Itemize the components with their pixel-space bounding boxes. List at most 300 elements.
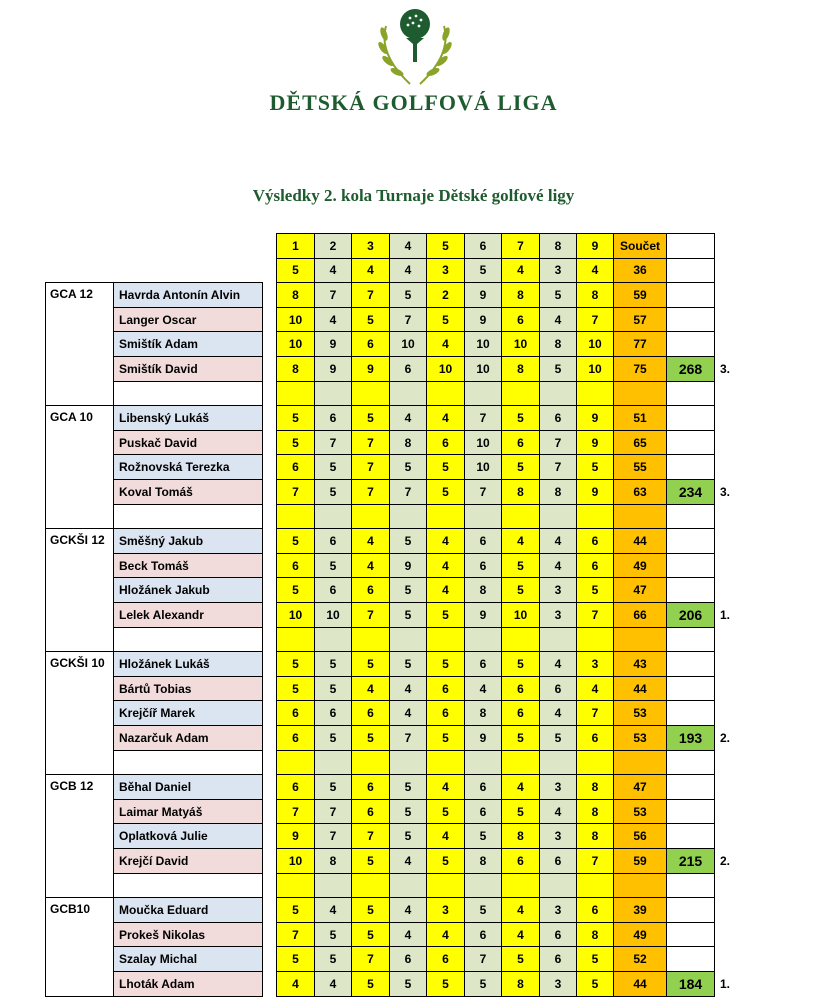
spacer-cell bbox=[539, 750, 577, 776]
player-score-hole-3: 4 bbox=[351, 528, 390, 554]
player-score-hole-5: 3 bbox=[426, 897, 465, 923]
player-score-hole-1: 5 bbox=[276, 946, 315, 972]
player-score-hole-2: 5 bbox=[314, 922, 352, 948]
player-score-hole-7: 6 bbox=[501, 430, 540, 456]
par-hole-9: 4 bbox=[576, 258, 614, 284]
player-score-hole-7: 5 bbox=[501, 799, 540, 825]
par-hole-1: 5 bbox=[276, 258, 315, 284]
player-score-hole-3: 5 bbox=[351, 971, 390, 997]
player-score-hole-7: 8 bbox=[501, 479, 540, 505]
player-name: Prokeš Nikolas bbox=[113, 922, 263, 948]
player-score-sum: 44 bbox=[613, 676, 667, 702]
player-score-hole-5: 2 bbox=[426, 282, 465, 308]
player-score-hole-3: 5 bbox=[351, 725, 390, 751]
header-sum: Součet bbox=[613, 233, 667, 259]
player-score-hole-6: 10 bbox=[464, 331, 502, 357]
total-cell-empty bbox=[666, 233, 715, 259]
spacer-cell bbox=[501, 381, 540, 407]
player-name: Havrda Antonín Alvin bbox=[113, 282, 263, 308]
player-score-hole-7: 5 bbox=[501, 725, 540, 751]
player-score-hole-3: 4 bbox=[351, 553, 390, 579]
total-cell-empty bbox=[666, 553, 715, 579]
spacer-cell bbox=[276, 504, 315, 530]
player-score-hole-6: 4 bbox=[464, 676, 502, 702]
team-name: GCB10 bbox=[50, 902, 91, 917]
spacer-name-cell bbox=[113, 627, 263, 653]
total-cell-empty bbox=[666, 430, 715, 456]
player-score-hole-9: 8 bbox=[576, 823, 614, 849]
player-score-hole-9: 7 bbox=[576, 700, 614, 726]
player-score-sum: 59 bbox=[613, 282, 667, 308]
spacer-cell bbox=[426, 750, 465, 776]
player-score-hole-1: 6 bbox=[276, 725, 315, 751]
player-score-hole-4: 5 bbox=[389, 528, 427, 554]
player-score-hole-6: 6 bbox=[464, 774, 502, 800]
spacer-cell bbox=[389, 627, 427, 653]
player-name: Koval Tomáš bbox=[113, 479, 263, 505]
player-score-hole-6: 6 bbox=[464, 553, 502, 579]
player-score-sum: 49 bbox=[613, 553, 667, 579]
spacer-cell bbox=[576, 381, 614, 407]
par-hole-7: 4 bbox=[501, 258, 540, 284]
total-cell-empty bbox=[666, 405, 715, 431]
player-score-sum: 39 bbox=[613, 897, 667, 923]
player-score-hole-8: 5 bbox=[539, 356, 577, 382]
header-hole-3: 3 bbox=[351, 233, 390, 259]
player-score-hole-1: 5 bbox=[276, 897, 315, 923]
player-score-hole-8: 3 bbox=[539, 971, 577, 997]
header-hole-2: 2 bbox=[314, 233, 352, 259]
player-score-hole-5: 5 bbox=[426, 725, 465, 751]
player-score-hole-7: 8 bbox=[501, 282, 540, 308]
player-score-hole-8: 7 bbox=[539, 430, 577, 456]
player-score-hole-6: 10 bbox=[464, 454, 502, 480]
player-score-hole-1: 8 bbox=[276, 356, 315, 382]
spacer-cell bbox=[276, 873, 315, 899]
player-score-hole-3: 7 bbox=[351, 602, 390, 628]
player-score-hole-1: 6 bbox=[276, 553, 315, 579]
player-name: Krejčí David bbox=[113, 848, 263, 874]
player-score-hole-3: 5 bbox=[351, 848, 390, 874]
player-score-sum: 43 bbox=[613, 651, 667, 677]
player-score-hole-7: 5 bbox=[501, 577, 540, 603]
player-score-hole-3: 5 bbox=[351, 651, 390, 677]
player-score-hole-4: 5 bbox=[389, 602, 427, 628]
player-score-hole-8: 6 bbox=[539, 676, 577, 702]
header-hole-7: 7 bbox=[501, 233, 540, 259]
spacer-cell bbox=[276, 381, 315, 407]
player-name: Smištík Adam bbox=[113, 331, 263, 357]
player-score-hole-5: 10 bbox=[426, 356, 465, 382]
player-score-hole-6: 5 bbox=[464, 823, 502, 849]
player-score-hole-6: 8 bbox=[464, 577, 502, 603]
player-score-hole-7: 8 bbox=[501, 356, 540, 382]
team-name: GCA 12 bbox=[50, 287, 93, 302]
total-cell-empty bbox=[666, 946, 715, 972]
player-score-hole-5: 5 bbox=[426, 848, 465, 874]
player-score-hole-6: 6 bbox=[464, 799, 502, 825]
spacer-cell bbox=[464, 381, 502, 407]
player-name: Smištík David bbox=[113, 356, 263, 382]
spacer-cell bbox=[314, 504, 352, 530]
player-score-sum: 44 bbox=[613, 528, 667, 554]
player-score-hole-4: 4 bbox=[389, 700, 427, 726]
player-score-hole-7: 4 bbox=[501, 774, 540, 800]
player-score-hole-2: 6 bbox=[314, 577, 352, 603]
player-score-hole-5: 4 bbox=[426, 553, 465, 579]
par-hole-2: 4 bbox=[314, 258, 352, 284]
player-score-hole-5: 6 bbox=[426, 676, 465, 702]
player-score-hole-5: 5 bbox=[426, 479, 465, 505]
spacer-cell bbox=[501, 504, 540, 530]
player-score-hole-4: 7 bbox=[389, 307, 427, 333]
player-score-hole-3: 6 bbox=[351, 331, 390, 357]
player-score-hole-8: 4 bbox=[539, 553, 577, 579]
player-score-hole-5: 6 bbox=[426, 946, 465, 972]
total-cell-empty bbox=[666, 774, 715, 800]
player-score-hole-6: 9 bbox=[464, 307, 502, 333]
player-score-hole-9: 10 bbox=[576, 331, 614, 357]
total-cell-empty bbox=[666, 504, 715, 530]
player-score-hole-9: 6 bbox=[576, 528, 614, 554]
player-score-hole-8: 6 bbox=[539, 405, 577, 431]
spacer-name-cell bbox=[113, 873, 263, 899]
player-score-hole-9: 8 bbox=[576, 282, 614, 308]
spacer-cell bbox=[426, 627, 465, 653]
team-name: GCKŠI 10 bbox=[50, 656, 105, 671]
player-score-hole-8: 3 bbox=[539, 602, 577, 628]
player-score-hole-4: 5 bbox=[389, 577, 427, 603]
player-score-hole-4: 4 bbox=[389, 848, 427, 874]
total-cell-empty bbox=[666, 823, 715, 849]
player-score-hole-9: 7 bbox=[576, 848, 614, 874]
player-score-hole-7: 8 bbox=[501, 971, 540, 997]
golf-ball-trophy-icon bbox=[370, 4, 460, 96]
player-score-hole-5: 4 bbox=[426, 528, 465, 554]
spacer-name-cell bbox=[113, 381, 263, 407]
player-name: Bártů Tobias bbox=[113, 676, 263, 702]
spacer-cell bbox=[501, 627, 540, 653]
player-score-hole-6: 9 bbox=[464, 602, 502, 628]
player-score-hole-4: 4 bbox=[389, 922, 427, 948]
spacer-cell bbox=[501, 750, 540, 776]
player-score-hole-9: 9 bbox=[576, 430, 614, 456]
spacer-cell bbox=[576, 750, 614, 776]
player-score-hole-1: 5 bbox=[276, 577, 315, 603]
player-score-hole-4: 8 bbox=[389, 430, 427, 456]
team-total: 184 bbox=[666, 971, 715, 997]
total-cell-empty bbox=[666, 627, 715, 653]
spacer-cell bbox=[539, 627, 577, 653]
player-score-hole-3: 6 bbox=[351, 700, 390, 726]
player-name: Laimar Matyáš bbox=[113, 799, 263, 825]
player-score-hole-4: 5 bbox=[389, 651, 427, 677]
player-score-hole-1: 5 bbox=[276, 405, 315, 431]
player-score-hole-2: 5 bbox=[314, 454, 352, 480]
player-score-hole-9: 5 bbox=[576, 971, 614, 997]
player-score-hole-1: 6 bbox=[276, 454, 315, 480]
player-score-hole-5: 4 bbox=[426, 774, 465, 800]
player-name: Hložánek Lukáš bbox=[113, 651, 263, 677]
player-score-hole-1: 6 bbox=[276, 774, 315, 800]
player-score-hole-7: 5 bbox=[501, 454, 540, 480]
player-score-hole-1: 10 bbox=[276, 307, 315, 333]
spacer-cell bbox=[613, 750, 667, 776]
header-hole-8: 8 bbox=[539, 233, 577, 259]
player-name: Langer Oscar bbox=[113, 307, 263, 333]
player-score-hole-3: 5 bbox=[351, 897, 390, 923]
player-score-hole-1: 8 bbox=[276, 282, 315, 308]
player-name: Oplatková Julie bbox=[113, 823, 263, 849]
player-score-hole-8: 3 bbox=[539, 897, 577, 923]
player-score-hole-4: 5 bbox=[389, 971, 427, 997]
player-score-hole-2: 4 bbox=[314, 307, 352, 333]
player-score-hole-8: 4 bbox=[539, 700, 577, 726]
player-score-hole-5: 5 bbox=[426, 971, 465, 997]
player-score-hole-9: 6 bbox=[576, 725, 614, 751]
team-rank: 1. bbox=[720, 977, 731, 991]
player-score-hole-2: 4 bbox=[314, 971, 352, 997]
player-score-hole-5: 4 bbox=[426, 922, 465, 948]
spacer-cell bbox=[276, 750, 315, 776]
spacer-cell bbox=[539, 873, 577, 899]
player-score-hole-7: 6 bbox=[501, 848, 540, 874]
player-score-hole-8: 6 bbox=[539, 922, 577, 948]
total-cell-empty bbox=[666, 700, 715, 726]
player-score-hole-3: 7 bbox=[351, 479, 390, 505]
player-name: Hložánek Jakub bbox=[113, 577, 263, 603]
player-score-hole-4: 6 bbox=[389, 946, 427, 972]
player-score-hole-3: 6 bbox=[351, 799, 390, 825]
player-score-hole-8: 5 bbox=[539, 725, 577, 751]
spacer-cell bbox=[464, 750, 502, 776]
player-name: Szalay Michal bbox=[113, 946, 263, 972]
player-score-hole-4: 5 bbox=[389, 799, 427, 825]
player-score-hole-3: 7 bbox=[351, 823, 390, 849]
player-score-hole-2: 7 bbox=[314, 823, 352, 849]
player-score-sum: 51 bbox=[613, 405, 667, 431]
player-score-hole-6: 5 bbox=[464, 971, 502, 997]
spacer-cell bbox=[389, 504, 427, 530]
player-score-hole-8: 7 bbox=[539, 454, 577, 480]
player-score-hole-5: 4 bbox=[426, 577, 465, 603]
player-score-hole-8: 3 bbox=[539, 823, 577, 849]
player-score-hole-7: 6 bbox=[501, 700, 540, 726]
player-score-hole-1: 5 bbox=[276, 430, 315, 456]
spacer-name-cell bbox=[113, 504, 263, 530]
team-name: GCA 10 bbox=[50, 410, 93, 425]
total-cell-empty bbox=[666, 282, 715, 308]
header-hole-9: 9 bbox=[576, 233, 614, 259]
player-score-hole-2: 6 bbox=[314, 528, 352, 554]
player-score-hole-9: 5 bbox=[576, 454, 614, 480]
player-score-hole-3: 6 bbox=[351, 774, 390, 800]
header-hole-5: 5 bbox=[426, 233, 465, 259]
player-score-hole-6: 6 bbox=[464, 922, 502, 948]
total-cell-empty bbox=[666, 331, 715, 357]
player-name: Libenský Lukáš bbox=[113, 405, 263, 431]
total-cell-empty bbox=[666, 528, 715, 554]
player-score-hole-2: 10 bbox=[314, 602, 352, 628]
player-score-hole-1: 4 bbox=[276, 971, 315, 997]
player-score-hole-7: 5 bbox=[501, 405, 540, 431]
team-total: 234 bbox=[666, 479, 715, 505]
player-score-hole-3: 9 bbox=[351, 356, 390, 382]
player-score-sum: 52 bbox=[613, 946, 667, 972]
spacer-cell bbox=[351, 504, 390, 530]
player-score-hole-2: 5 bbox=[314, 553, 352, 579]
player-score-sum: 77 bbox=[613, 331, 667, 357]
spacer-cell bbox=[539, 381, 577, 407]
player-score-hole-1: 9 bbox=[276, 823, 315, 849]
player-score-hole-5: 6 bbox=[426, 700, 465, 726]
player-score-hole-3: 5 bbox=[351, 922, 390, 948]
player-score-hole-3: 5 bbox=[351, 405, 390, 431]
player-score-sum: 59 bbox=[613, 848, 667, 874]
player-score-hole-5: 6 bbox=[426, 430, 465, 456]
player-score-hole-7: 8 bbox=[501, 823, 540, 849]
player-score-hole-4: 7 bbox=[389, 479, 427, 505]
spacer-cell bbox=[314, 627, 352, 653]
spacer-cell bbox=[613, 504, 667, 530]
spacer-cell bbox=[426, 504, 465, 530]
player-name: Nazarčuk Adam bbox=[113, 725, 263, 751]
par-hole-5: 3 bbox=[426, 258, 465, 284]
spacer-cell bbox=[464, 627, 502, 653]
team-name: GCB 12 bbox=[50, 779, 94, 794]
total-cell-empty bbox=[666, 258, 715, 284]
player-score-hole-2: 5 bbox=[314, 725, 352, 751]
player-score-sum: 53 bbox=[613, 725, 667, 751]
player-score-hole-2: 5 bbox=[314, 676, 352, 702]
player-score-hole-9: 9 bbox=[576, 479, 614, 505]
player-score-hole-4: 7 bbox=[389, 725, 427, 751]
player-score-hole-8: 5 bbox=[539, 282, 577, 308]
player-score-hole-9: 8 bbox=[576, 799, 614, 825]
player-score-hole-1: 5 bbox=[276, 676, 315, 702]
player-score-hole-5: 5 bbox=[426, 307, 465, 333]
team-rank: 2. bbox=[720, 854, 731, 868]
total-cell-empty bbox=[666, 307, 715, 333]
player-score-hole-9: 5 bbox=[576, 946, 614, 972]
par-hole-4: 4 bbox=[389, 258, 427, 284]
player-score-sum: 66 bbox=[613, 602, 667, 628]
player-score-hole-3: 7 bbox=[351, 282, 390, 308]
player-score-hole-6: 5 bbox=[464, 897, 502, 923]
team-name: GCKŠI 12 bbox=[50, 533, 105, 548]
player-score-hole-9: 5 bbox=[576, 577, 614, 603]
player-score-hole-6: 6 bbox=[464, 528, 502, 554]
player-score-hole-2: 5 bbox=[314, 946, 352, 972]
player-score-hole-4: 4 bbox=[389, 676, 427, 702]
player-score-hole-8: 4 bbox=[539, 307, 577, 333]
player-score-hole-7: 10 bbox=[501, 602, 540, 628]
player-name: Rožnovská Terezka bbox=[113, 454, 263, 480]
player-score-hole-5: 5 bbox=[426, 651, 465, 677]
team-rank: 2. bbox=[720, 731, 731, 745]
player-score-hole-1: 10 bbox=[276, 331, 315, 357]
total-cell-empty bbox=[666, 577, 715, 603]
player-score-hole-4: 5 bbox=[389, 774, 427, 800]
spacer-cell bbox=[464, 504, 502, 530]
player-score-hole-1: 6 bbox=[276, 700, 315, 726]
player-score-hole-1: 7 bbox=[276, 922, 315, 948]
player-score-hole-5: 5 bbox=[426, 799, 465, 825]
player-score-hole-1: 10 bbox=[276, 848, 315, 874]
team-total: 215 bbox=[666, 848, 715, 874]
spacer-cell bbox=[576, 873, 614, 899]
spacer-cell bbox=[389, 873, 427, 899]
player-score-sum: 55 bbox=[613, 454, 667, 480]
player-name: Lhoták Adam bbox=[113, 971, 263, 997]
player-score-hole-2: 5 bbox=[314, 651, 352, 677]
player-score-hole-5: 4 bbox=[426, 331, 465, 357]
player-score-hole-2: 6 bbox=[314, 405, 352, 431]
spacer-cell bbox=[389, 750, 427, 776]
header-hole-6: 6 bbox=[464, 233, 502, 259]
player-score-hole-4: 5 bbox=[389, 823, 427, 849]
spacer-name-cell bbox=[113, 750, 263, 776]
player-score-hole-8: 8 bbox=[539, 479, 577, 505]
team-rank: 1. bbox=[720, 608, 731, 622]
header-hole-1: 1 bbox=[276, 233, 315, 259]
player-score-hole-5: 5 bbox=[426, 454, 465, 480]
player-score-hole-7: 6 bbox=[501, 307, 540, 333]
spacer-cell bbox=[314, 381, 352, 407]
player-score-sum: 49 bbox=[613, 922, 667, 948]
player-score-hole-6: 10 bbox=[464, 430, 502, 456]
player-score-hole-7: 10 bbox=[501, 331, 540, 357]
player-score-hole-9: 6 bbox=[576, 897, 614, 923]
total-cell-empty bbox=[666, 651, 715, 677]
player-name: Směšný Jakub bbox=[113, 528, 263, 554]
par-hole-3: 4 bbox=[351, 258, 390, 284]
player-score-sum: 57 bbox=[613, 307, 667, 333]
player-score-hole-3: 7 bbox=[351, 946, 390, 972]
player-score-sum: 53 bbox=[613, 799, 667, 825]
player-score-hole-9: 7 bbox=[576, 307, 614, 333]
player-score-hole-1: 7 bbox=[276, 479, 315, 505]
player-score-sum: 56 bbox=[613, 823, 667, 849]
total-cell-empty bbox=[666, 873, 715, 899]
player-score-hole-4: 9 bbox=[389, 553, 427, 579]
player-score-hole-8: 4 bbox=[539, 651, 577, 677]
player-score-hole-8: 4 bbox=[539, 528, 577, 554]
team-rank: 3. bbox=[720, 362, 731, 376]
player-score-hole-2: 7 bbox=[314, 430, 352, 456]
player-score-sum: 47 bbox=[613, 577, 667, 603]
spacer-cell bbox=[351, 750, 390, 776]
spacer-cell bbox=[314, 873, 352, 899]
team-total: 268 bbox=[666, 356, 715, 382]
player-score-hole-9: 8 bbox=[576, 922, 614, 948]
player-score-hole-6: 10 bbox=[464, 356, 502, 382]
total-cell-empty bbox=[666, 381, 715, 407]
player-score-hole-3: 5 bbox=[351, 307, 390, 333]
player-score-sum: 63 bbox=[613, 479, 667, 505]
spacer-cell bbox=[576, 627, 614, 653]
player-score-hole-3: 7 bbox=[351, 430, 390, 456]
player-score-hole-9: 10 bbox=[576, 356, 614, 382]
total-cell-empty bbox=[666, 922, 715, 948]
player-score-hole-3: 4 bbox=[351, 676, 390, 702]
player-score-hole-9: 4 bbox=[576, 676, 614, 702]
player-score-sum: 75 bbox=[613, 356, 667, 382]
player-score-hole-7: 4 bbox=[501, 897, 540, 923]
spacer-cell bbox=[613, 873, 667, 899]
total-cell-empty bbox=[666, 454, 715, 480]
player-score-hole-8: 3 bbox=[539, 774, 577, 800]
